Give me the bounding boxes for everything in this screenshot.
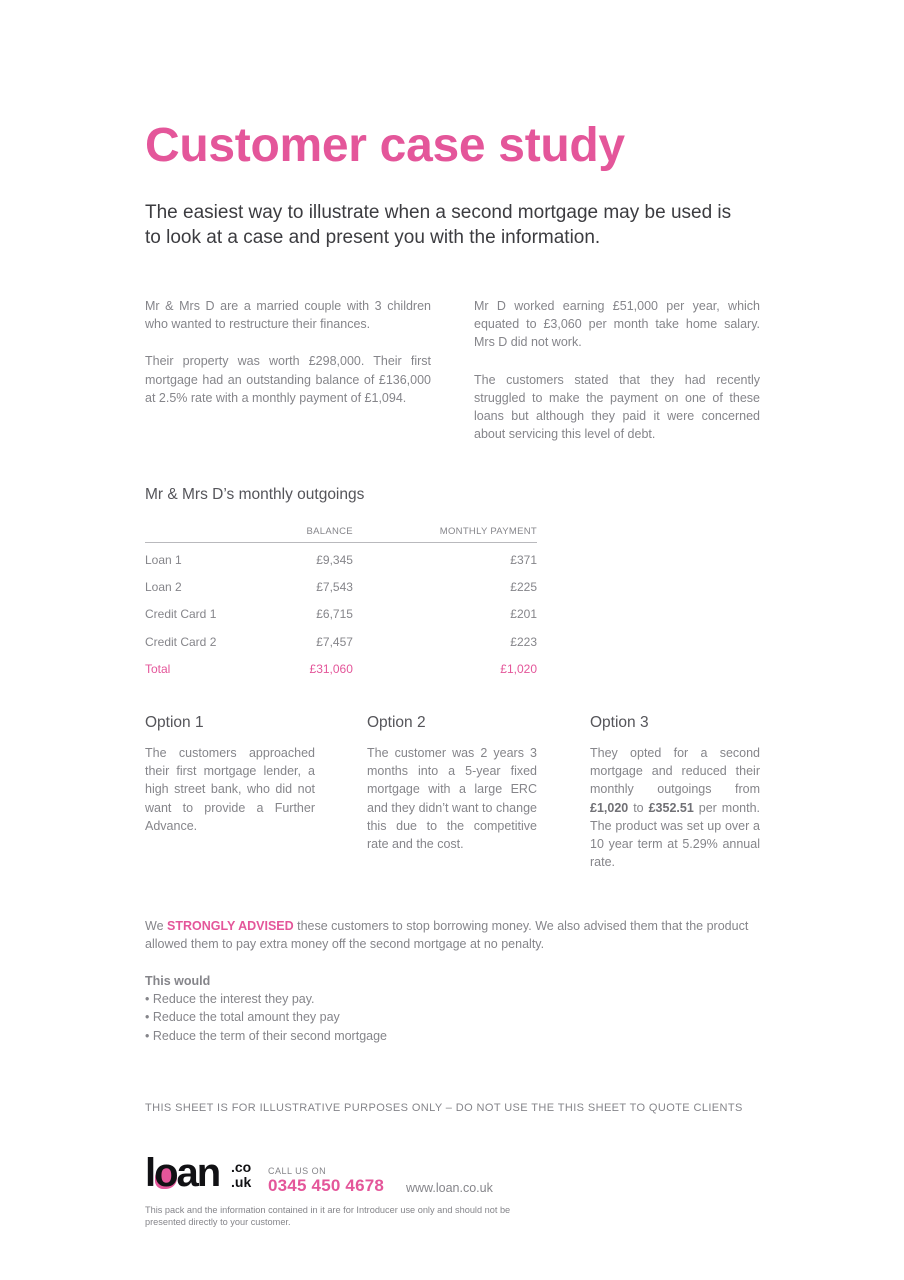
benefits-heading: This would bbox=[145, 974, 211, 988]
list-item: • Reduce the total amount they pay bbox=[145, 1010, 340, 1025]
table-header-row bbox=[145, 526, 537, 543]
option-3-to-amount: £352.51 bbox=[648, 800, 694, 815]
left-column bbox=[145, 297, 431, 426]
row-label: Loan 1 bbox=[145, 552, 182, 567]
payment-column-header: MONTHLY PAYMENT bbox=[353, 526, 537, 543]
option-3-from-amount: £1,020 bbox=[590, 800, 629, 815]
phone-number[interactable]: 0345 450 4678 bbox=[268, 1176, 385, 1195]
total-label: Total bbox=[145, 661, 171, 676]
outgoings-table bbox=[145, 526, 537, 682]
list-item: • Reduce the term of their second mortgage bbox=[145, 1028, 388, 1043]
income-description: Mr D worked earning £51,000 per year, which equated to £3,060 per month take home salary. Mrs D did not work. bbox=[474, 299, 760, 350]
row-payment: £371 bbox=[510, 552, 537, 567]
table-row bbox=[145, 543, 537, 574]
advice-post: these customers to stop borrowing money. We also advised them that the product allowed them to pay extra money off the second mortgage at no penalty. bbox=[145, 919, 749, 952]
call-label: CALL US ON bbox=[268, 1166, 327, 1176]
row-payment: £225 bbox=[510, 579, 537, 594]
balance-column-header: BALANCE bbox=[265, 526, 353, 543]
option-1-heading: Option 1 bbox=[145, 714, 204, 731]
row-balance: £7,457 bbox=[316, 634, 353, 649]
row-payment: £201 bbox=[510, 607, 537, 622]
total-row bbox=[145, 655, 537, 682]
row-balance: £9,345 bbox=[316, 552, 353, 567]
couple-description: Mr & Mrs D are a married couple with 3 children who wanted to restructure their finances. bbox=[145, 299, 431, 332]
list-item: • Reduce the interest they pay. bbox=[145, 992, 315, 1007]
total-balance: £31,060 bbox=[309, 661, 353, 676]
struggle-description: The customers stated that they had recently struggled to make the payment on one of these loans but although they paid it were concerned about servicing this level of debt. bbox=[474, 372, 760, 442]
footnote: This pack and the information contained in it are for Introducer use only and should not be presented directly to your customer. bbox=[145, 1205, 511, 1227]
row-balance: £6,715 bbox=[316, 607, 353, 622]
option-3-text-b: to bbox=[628, 800, 649, 815]
option-1-text: The customers approached their first mortgage lender, a high street bank, who did not want to provide a Further Advance. bbox=[145, 746, 315, 833]
total-payment: £1,020 bbox=[500, 661, 537, 676]
option-3-text-c: per month. The product was set up over a 10 year term at 5.29% annual rate. bbox=[590, 800, 760, 870]
logo-tld-uk: .uk bbox=[231, 1174, 252, 1190]
row-label: Loan 2 bbox=[145, 579, 182, 594]
option-3-text bbox=[590, 744, 760, 871]
option-2-text: The customer was 2 years 3 months into a 5-year fixed mortgage with a large ERC and they didn’t want to change this due to the competitive rate and the cost. bbox=[367, 746, 537, 852]
advice-paragraph bbox=[145, 917, 761, 953]
option-3-heading: Option 3 bbox=[590, 714, 649, 731]
option-2-heading: Option 2 bbox=[367, 714, 426, 731]
intro-text: The easiest way to illustrate when a second mortgage may be used is to look at a case and present you with the information. bbox=[145, 202, 732, 248]
page-title: Customer case study bbox=[145, 119, 625, 172]
row-payment: £223 bbox=[510, 634, 537, 649]
option-2 bbox=[367, 714, 537, 853]
logo-tld-co: .co bbox=[231, 1159, 252, 1175]
disclaimer: THIS SHEET IS FOR ILLUSTRATIVE PURPOSES ONLY – DO NOT USE THE THIS SHEET TO QUOTE CLIENTS bbox=[145, 1102, 743, 1114]
option-3 bbox=[590, 714, 760, 871]
table-row bbox=[145, 601, 537, 628]
table-row bbox=[145, 628, 537, 655]
row-label: Credit Card 1 bbox=[145, 607, 217, 622]
property-description: Their property was worth £298,000. Their first mortgage had an outstanding balance of £136,000 at 2.5% rate with a monthly payment of £1,094. bbox=[145, 354, 431, 405]
advice-strong: STRONGLY ADVISED bbox=[167, 919, 294, 933]
logo-wordmark: loan bbox=[145, 1151, 220, 1195]
logo-domain bbox=[231, 1160, 251, 1190]
advice-pre: We bbox=[145, 919, 167, 933]
option-1 bbox=[145, 714, 315, 835]
option-3-text-a: They opted for a second mortgage and reduced their monthly outgoings from bbox=[590, 746, 760, 797]
benefits-list bbox=[145, 972, 387, 1045]
website-link[interactable]: www.loan.co.uk bbox=[406, 1181, 493, 1195]
right-column bbox=[474, 297, 760, 462]
label-column-header bbox=[145, 526, 265, 543]
row-label: Credit Card 2 bbox=[145, 634, 217, 649]
row-balance: £7,543 bbox=[316, 579, 353, 594]
table-row bbox=[145, 573, 537, 600]
outgoings-title: Mr & Mrs D’s monthly outgoings bbox=[145, 486, 365, 503]
